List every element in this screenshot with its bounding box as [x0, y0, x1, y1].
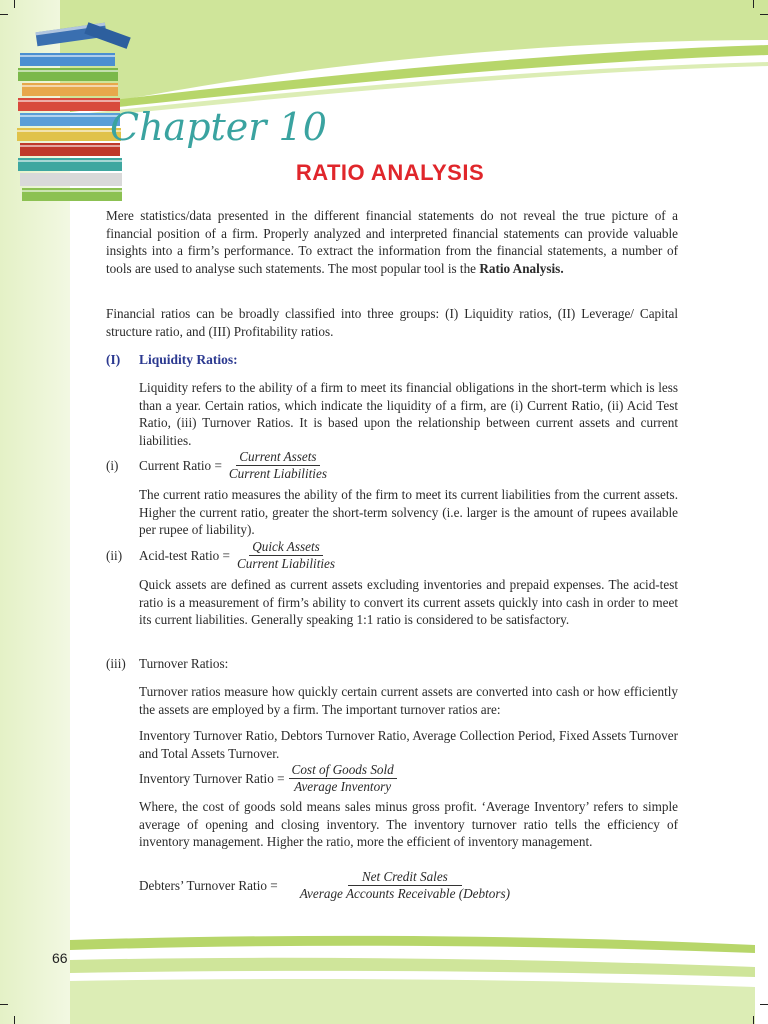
page-number: 66: [52, 950, 68, 966]
current-ratio-paragraph: The current ratio measures the ability of the firm to meet its current liabilities from the current assets. Higher the current ratio, greater the short-term solvency (i.e. larger is the amount of rupees available per rupee of liability).: [139, 487, 678, 537]
acid-test-formula: [106, 540, 338, 571]
turnover-paragraph-2: Inventory Turnover Ratio, Debtors Turnover Ratio, Average Collection Period, Fixed Assets Turnover and Total Assets Turnover.: [139, 728, 678, 761]
crop-mark: [0, 14, 8, 15]
crop-mark: [0, 1004, 8, 1005]
denominator: Average Inventory: [294, 779, 392, 794]
formula-label: Debters’ Turnover Ratio =: [139, 877, 278, 893]
denominator: Current Liabilities: [228, 466, 327, 481]
formula-number: (ii): [106, 547, 123, 563]
formula-number: (iii): [106, 656, 126, 671]
fraction: [234, 540, 338, 571]
section-heading-liquidity: [106, 352, 238, 368]
intro-bold-term: Ratio Analysis.: [479, 260, 564, 276]
intro-paragraph: [106, 207, 678, 277]
fraction: [226, 450, 330, 481]
current-ratio-formula: [106, 450, 330, 481]
formula-number: (i): [106, 457, 119, 473]
section-title: Liquidity Ratios:: [139, 352, 238, 367]
fraction: [286, 870, 524, 901]
chapter-label: Chapter 10: [110, 105, 327, 149]
numerator: Quick Assets: [249, 540, 323, 556]
numerator: Current Assets: [236, 450, 319, 466]
denominator: Current Liabilities: [236, 556, 336, 571]
inventory-turnover-paragraph: Where, the cost of goods sold means sales minus gross profit. ‘Average Inventory’ refers to simple average of opening and closing inventory. The inventory turnover ratio tells the efficiency of inventory management. Higher the ratio, more the efficient of inventory management.: [139, 799, 678, 849]
debtors-turnover-formula: [139, 870, 524, 901]
numerator: Net Credit Sales: [348, 870, 462, 886]
liquidity-intro-paragraph: Liquidity refers to the ability of a firm to meet its financial obligations in the short-term which is less than a year. Certain ratios, which indicate the liquidity of a firm, are (i) Current Ratio, (ii) Acid Test Ratio, (iii) Turnover Ratios. It is based upon the relationship between current assets and current liabilities.: [139, 380, 678, 448]
formula-label: Current Ratio =: [139, 457, 222, 473]
turnover-label: Turnover Ratios:: [139, 656, 229, 671]
denominator: Average Accounts Receivable (Debtors): [299, 886, 510, 901]
crop-mark: [753, 0, 754, 8]
crop-mark: [14, 1016, 15, 1024]
formula-label: Inventory Turnover Ratio =: [139, 770, 285, 786]
turnover-paragraph-1: Turnover ratios measure how quickly certain current assets are converted into cash or how efficiently the assets are employed by a firm. The important turnover ratios are:: [139, 684, 678, 717]
acid-test-paragraph: Quick assets are defined as current assets excluding inventories and prepaid expenses. The acid-test ratio is a measurement of firm’s ability to convert its current assets quickly into cash in order to meet its current liabilities. Generally speaking 1:1 ratio is considered to be satisfactory.: [139, 577, 678, 627]
fraction: [289, 763, 397, 794]
crop-mark: [14, 0, 15, 8]
crop-mark: [753, 1016, 754, 1024]
classification-paragraph: Financial ratios can be broadly classified into three groups: (I) Liquidity ratios, (II) Leverage/ Capital structure ratio, and (III) Profitability ratios.: [106, 306, 678, 339]
intro-text: Mere statistics/data presented in the different financial statements do not reveal the true picture of a financial position of a firm. Properly analyzed and interpreted financial statements can provide valuable insights into a firm’s performance. To extract the information from the financial statements, a number of tools are used to analyse such statements. The most popular tool is the: [106, 208, 678, 276]
formula-label: Acid-test Ratio =: [139, 547, 230, 563]
numerator: Cost of Goods Sold: [289, 763, 397, 779]
inventory-turnover-formula: [139, 763, 397, 794]
crop-mark: [760, 14, 768, 15]
turnover-heading: [106, 656, 228, 672]
section-number: (I): [106, 352, 121, 367]
crop-mark: [760, 1004, 768, 1005]
chapter-title: RATIO ANALYSIS: [295, 160, 485, 185]
bottom-green-swoosh: [0, 905, 768, 1024]
